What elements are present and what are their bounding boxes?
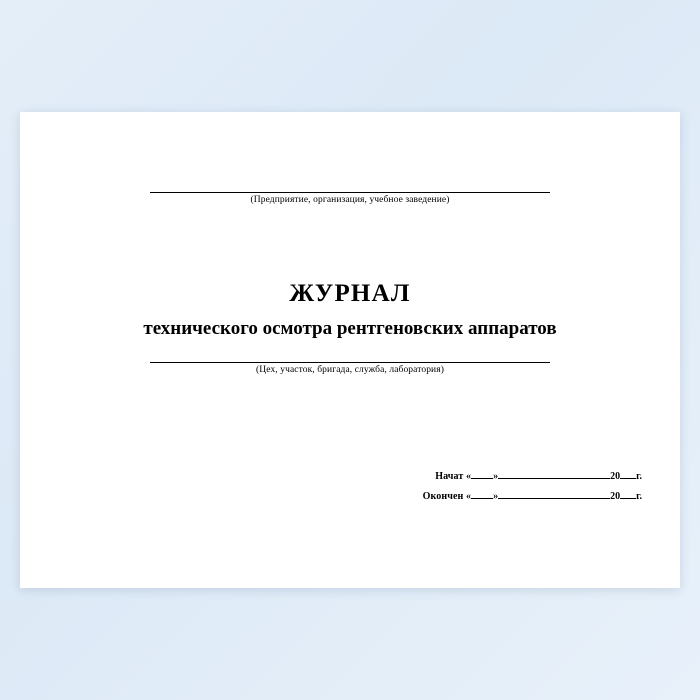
start-date-row (423, 472, 642, 483)
department-write-line (150, 362, 550, 363)
start-year-blank (620, 478, 636, 479)
department-field (150, 362, 550, 375)
title-main: ЖУРНАЛ (289, 280, 411, 307)
dates-block (423, 472, 642, 511)
organization-field (150, 192, 550, 205)
organization-caption: (Предприятие, организация, учебное заведение) (250, 195, 450, 205)
finish-date-quote: » (493, 490, 499, 502)
finish-year-blank (620, 498, 636, 499)
start-date-label: Начат « (435, 471, 472, 482)
department-caption: (Цех, участок, бригада, служба, лаборатория) (256, 365, 444, 375)
page-title (20, 280, 680, 340)
finish-date-label: Окончен « (422, 490, 472, 502)
start-year-suffix: г. (636, 471, 642, 482)
start-month-blank (498, 478, 610, 479)
title-subtitle: технического осмотра рентгеновских аппаратов (143, 318, 557, 339)
finish-year-suffix: г. (636, 490, 642, 502)
document-page-content (20, 112, 680, 588)
finish-month-blank (498, 498, 610, 499)
start-date-quote: » (493, 471, 499, 482)
start-year-prefix: 20 (610, 471, 621, 482)
document-page (20, 112, 680, 588)
start-day-blank (471, 478, 493, 479)
finish-year-prefix: 20 (610, 490, 621, 502)
organization-write-line (150, 192, 550, 193)
finish-date-row (423, 492, 642, 503)
finish-day-blank (471, 498, 493, 499)
